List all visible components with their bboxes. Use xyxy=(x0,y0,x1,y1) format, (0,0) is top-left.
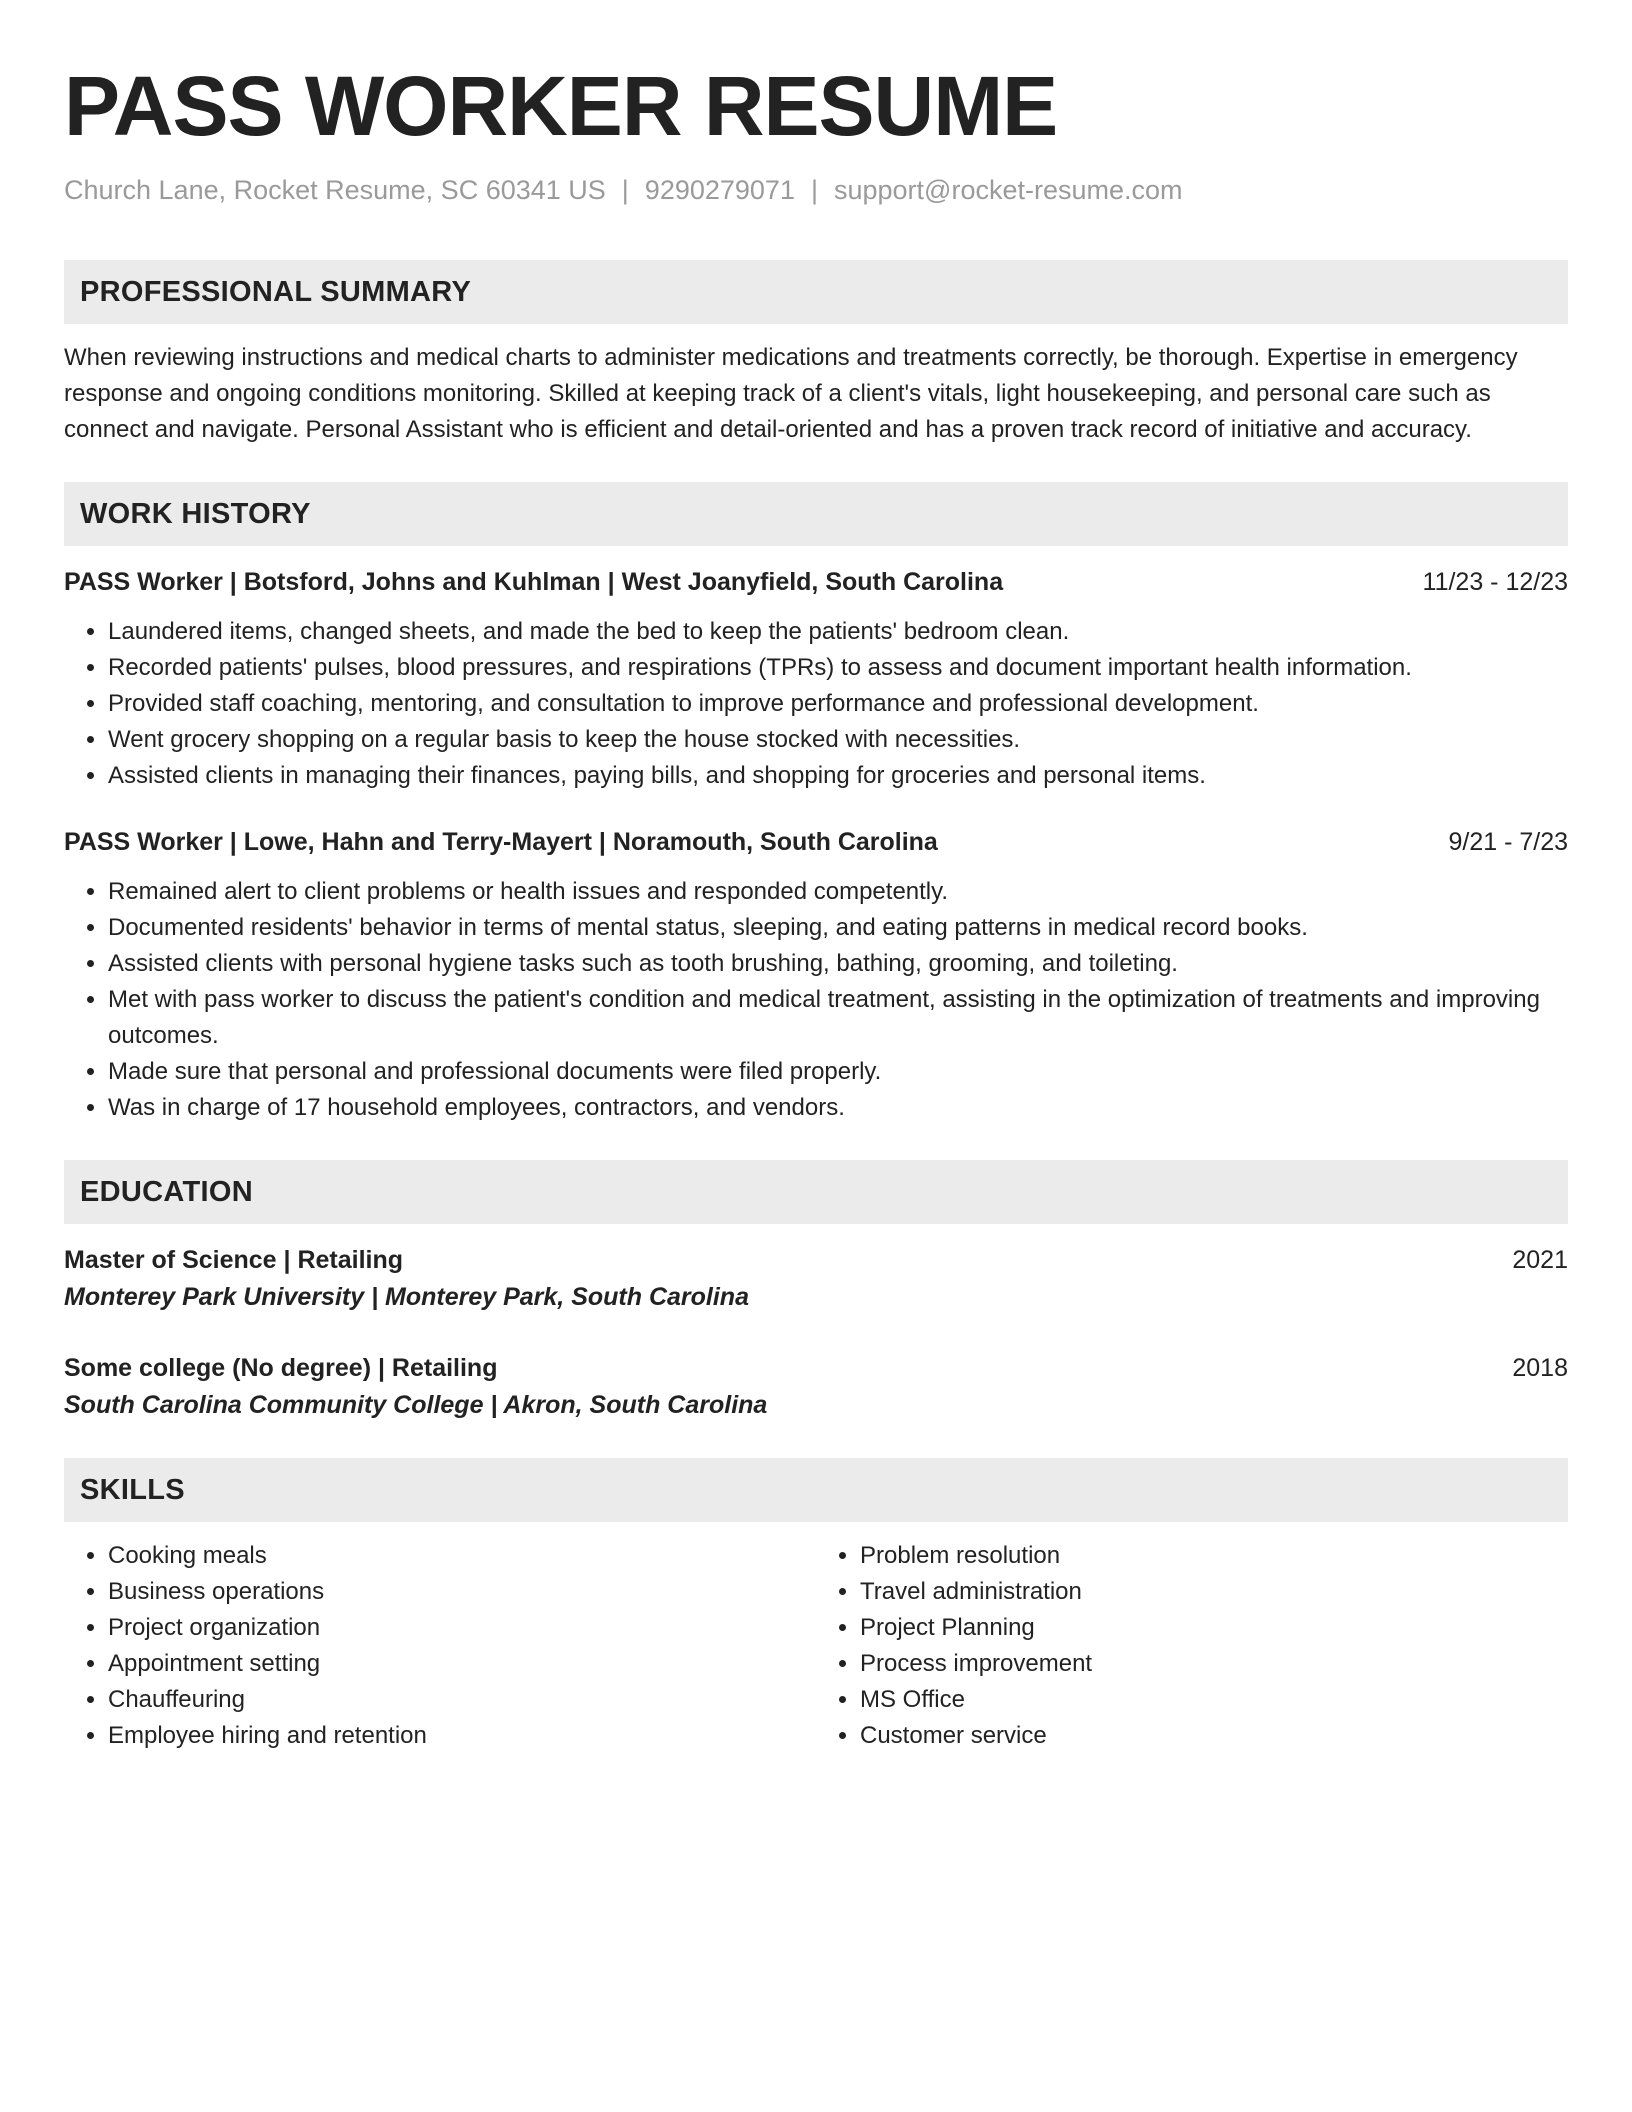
contact-address: Church Lane, Rocket Resume, SC 60341 US xyxy=(64,175,606,205)
job-entry xyxy=(64,824,1568,1126)
job-bullet: • Laundered items, changed sheets, and made the bed to keep the patients' bedroom clean. xyxy=(108,614,1568,650)
skill-item: • Customer service xyxy=(860,1718,1568,1754)
education-year: 2018 xyxy=(1512,1354,1568,1382)
job-bullets xyxy=(64,614,1568,794)
section-heading-education: EDUCATION xyxy=(64,1160,1568,1224)
education-school: Monterey Park University | Monterey Park, South Carolina xyxy=(64,1283,749,1311)
education-degree: Master of Science | Retailing xyxy=(64,1246,404,1274)
job-dates: 9/21 - 7/23 xyxy=(1448,828,1568,856)
contact-email: support@rocket-resume.com xyxy=(833,175,1183,205)
education-entry xyxy=(64,1242,1568,1316)
job-header xyxy=(64,564,1568,600)
skill-item: • Process improvement xyxy=(860,1646,1568,1682)
job-bullet: • Went grocery shopping on a regular basis to keep the house stocked with necessities. xyxy=(108,722,1568,758)
education-entry xyxy=(64,1350,1568,1424)
job-title: PASS Worker | Lowe, Hahn and Terry-Mayert | Noramouth, South Carolina xyxy=(64,828,938,856)
job-header xyxy=(64,824,1568,860)
job-bullet: • Recorded patients' pulses, blood pressures, and respirations (TPRs) to assess and document important health information. xyxy=(108,650,1568,686)
skill-item: • Appointment setting xyxy=(108,1646,816,1682)
job-bullet: • Assisted clients in managing their finances, paying bills, and shopping for groceries and personal items. xyxy=(108,758,1568,794)
skill-item: • Project Planning xyxy=(860,1610,1568,1646)
job-bullet: • Documented residents' behavior in terms of mental status, sleeping, and eating patterns in medical record books. xyxy=(108,910,1568,946)
contact-phone: 9290279071 xyxy=(644,175,795,205)
section-heading-skills: SKILLS xyxy=(64,1458,1568,1522)
job-bullets xyxy=(64,874,1568,1126)
education-school: South Carolina Community College | Akron, South Carolina xyxy=(64,1391,768,1419)
section-heading-summary: PROFESSIONAL SUMMARY xyxy=(64,260,1568,324)
skill-item: • Employee hiring and retention xyxy=(108,1718,816,1754)
job-bullet: • Met with pass worker to discuss the patient's condition and medical treatment, assisting in the optimization of treatments and improving outcomes. xyxy=(108,982,1568,1054)
contact-separator: | xyxy=(810,175,818,205)
skill-item: • MS Office xyxy=(860,1682,1568,1718)
skill-item: • Chauffeuring xyxy=(108,1682,816,1718)
summary-text: When reviewing instructions and medical charts to administer medications and treatments correctly, be thorough. Expertise in emergency response and ongoing conditions monitoring. Skilled at keeping track of a client's vitals, light housekeeping, and personal care such as connect and navigate. Personal Assistant who is efficient and detail-oriented and has a proven track record of initiative and accuracy. xyxy=(64,344,1518,443)
education-year: 2021 xyxy=(1512,1246,1568,1274)
job-bullet: • Remained alert to client problems or health issues and responded competently. xyxy=(108,874,1568,910)
skill-item: • Business operations xyxy=(108,1574,816,1610)
job-title: PASS Worker | Botsford, Johns and Kuhlman | West Joanyfield, South Carolina xyxy=(64,568,1004,596)
skills-list-right xyxy=(816,1538,1568,1754)
skill-item: • Travel administration xyxy=(860,1574,1568,1610)
skills-list-left xyxy=(64,1538,816,1754)
education-degree: Some college (No degree) | Retailing xyxy=(64,1354,498,1382)
skill-item: • Project organization xyxy=(108,1610,816,1646)
job-dates: 11/23 - 12/23 xyxy=(1422,568,1568,596)
contact-separator: | xyxy=(621,175,629,205)
job-entry xyxy=(64,564,1568,794)
job-bullet: • Assisted clients with personal hygiene tasks such as tooth brushing, bathing, grooming, and toileting. xyxy=(108,946,1568,982)
section-heading-work-history: WORK HISTORY xyxy=(64,482,1568,546)
job-bullet: • Provided staff coaching, mentoring, and consultation to improve performance and professional development. xyxy=(108,686,1568,722)
skill-item: • Cooking meals xyxy=(108,1538,816,1574)
education-header xyxy=(64,1242,1568,1278)
skill-item: • Problem resolution xyxy=(860,1538,1568,1574)
contact-line xyxy=(64,172,1568,208)
job-bullet: • Was in charge of 17 household employees, contractors, and vendors. xyxy=(108,1090,1568,1126)
job-bullet: • Made sure that personal and professional documents were filed properly. xyxy=(108,1054,1568,1090)
skills-columns xyxy=(64,1538,1568,1754)
resume-title: PASS WORKER RESUME xyxy=(64,59,1058,153)
education-header xyxy=(64,1350,1568,1386)
